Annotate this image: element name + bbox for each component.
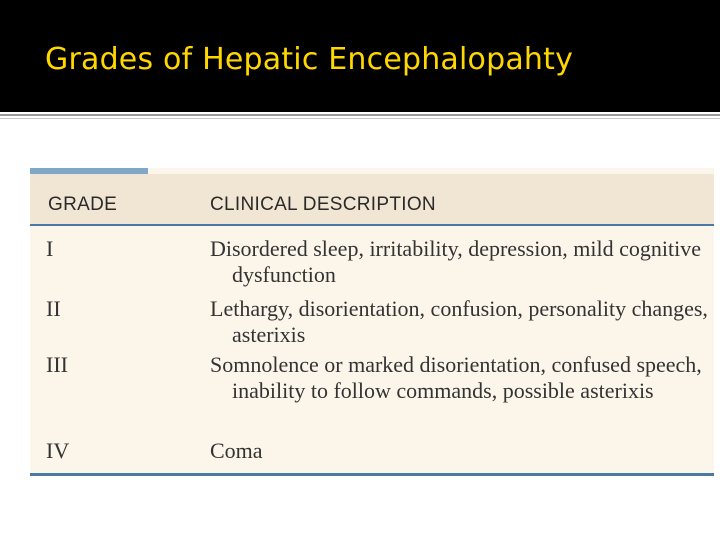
header-clinical-description: CLINICAL DESCRIPTION — [210, 194, 436, 215]
header-divider — [30, 224, 714, 226]
table-header-row — [30, 174, 714, 224]
title-divider — [0, 114, 720, 116]
title-divider-thin — [0, 118, 720, 119]
title-bar — [0, 0, 720, 112]
grades-table — [30, 168, 714, 476]
slide-title: Grades of Hepatic Encephalopahty — [45, 42, 574, 77]
row-description-2: Lethargy, disorientation, confusion, personality changes, asterixis — [210, 296, 708, 347]
row-grade-1: I — [46, 236, 54, 261]
row-grade-4: IV — [46, 438, 70, 463]
row-grade-3: III — [46, 352, 68, 377]
row-description-4: Coma — [210, 438, 263, 463]
table-bottom-rule — [30, 473, 714, 476]
row-description-3: Somnolence or marked disorientation, confused speech, inability to follow commands, possible asterixis — [210, 352, 702, 403]
header-grade: GRADE — [48, 194, 118, 215]
row-description-1: Disordered sleep, irritability, depression, mild cognitive dysfunction — [210, 236, 702, 287]
row-grade-2: II — [46, 296, 61, 321]
